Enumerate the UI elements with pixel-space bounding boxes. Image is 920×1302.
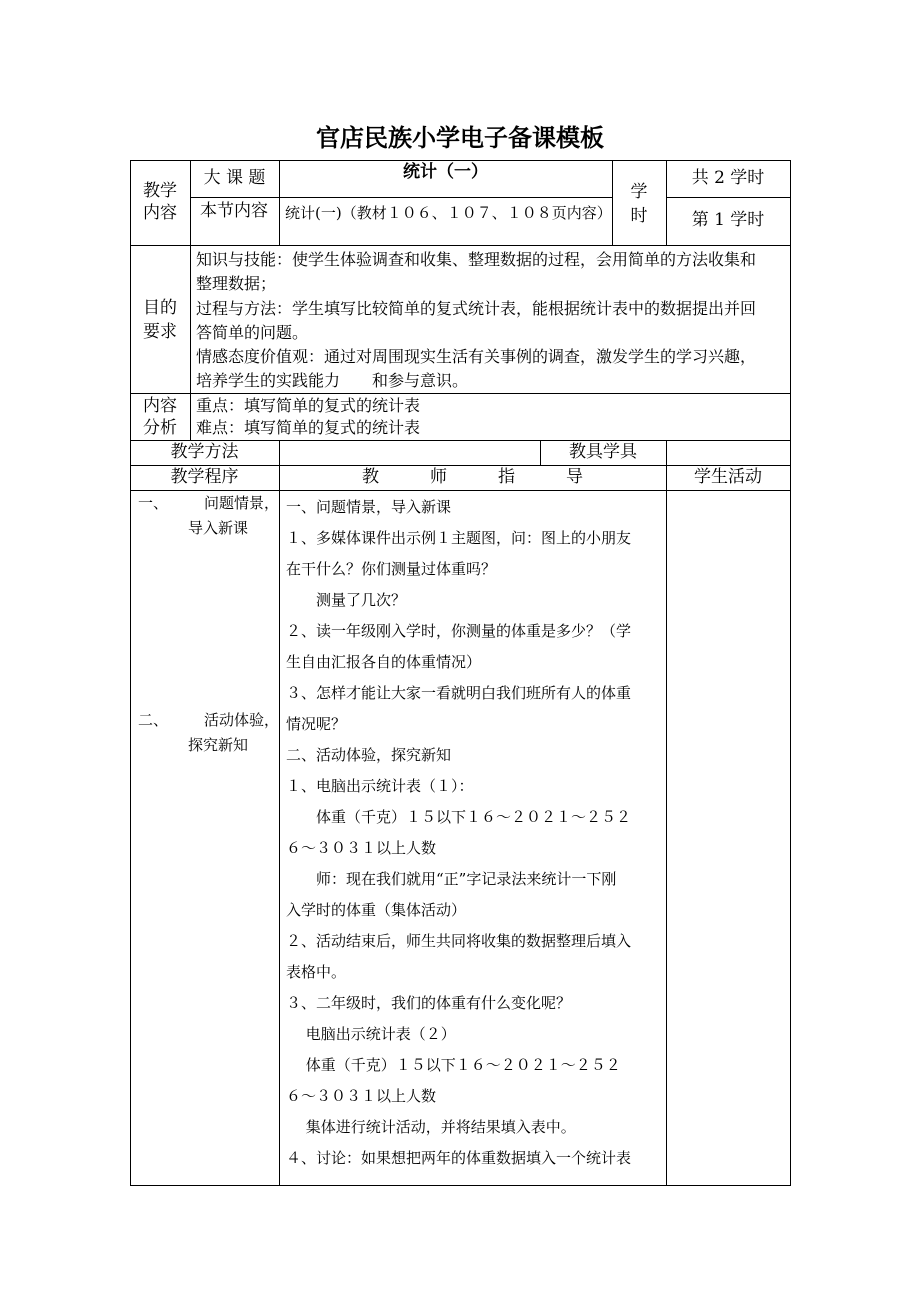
step-number: 一、 <box>138 494 169 512</box>
table-line <box>666 440 667 1186</box>
teacher-guide-text <box>286 492 631 1174</box>
procedure-header: 教学程序 <box>170 467 239 487</box>
hours-label: 学时 <box>630 182 648 226</box>
method-label: 教学方法 <box>170 442 239 462</box>
teacher-guide-line: 测量了几次？ <box>286 591 407 609</box>
objective-line: 答简单的问题。 <box>196 322 309 342</box>
step-title: 活动体验， <box>204 711 280 729</box>
total-hours: 共 2 学时 <box>691 168 765 188</box>
document-title: 官店民族小学电子备课模板 <box>316 124 604 152</box>
objective-line: 情感态度价值观：通过对周围现实生活有关事例的调查，激发学生的学习兴趣， <box>196 347 757 367</box>
teacher-guide-line: 体重（千克）１５以下１６～２０２１～２５２ <box>286 1056 621 1074</box>
teacher-guide-line: ６～３０３１以上人数 <box>286 839 437 857</box>
teacher-guide-line: 集体进行统计活动，并将结果填入表中。 <box>286 1118 576 1136</box>
teacher-guide-line: ２、读一年级刚入学时，你测量的体重是多少？（学 <box>286 622 632 640</box>
teacher-guide-line: 入学时的体重（集体活动） <box>286 901 467 919</box>
teacher-guide-line: 一、问题情景，导入新课 <box>286 498 452 516</box>
table-line <box>612 160 613 245</box>
teacher-guide-header: 教 师 指 导 <box>362 467 583 487</box>
objective-line: 整理数据； <box>196 274 277 294</box>
difficulty: 难点：填写简单的复式的统计表 <box>196 418 421 437</box>
table-line <box>666 197 790 198</box>
step-number: 二、 <box>138 711 169 729</box>
objectives-text <box>196 248 756 394</box>
current-hour: 第 1 学时 <box>691 210 765 230</box>
step-title: 探究新知 <box>188 736 249 754</box>
teacher-guide-line: ３、怎样才能让大家一看就明白我们班所有人的体重 <box>286 684 632 702</box>
student-activity-header: 学生活动 <box>694 467 762 487</box>
key-point: 重点：填写简单的复式的统计表 <box>196 396 421 415</box>
table-line <box>130 245 790 246</box>
table-border <box>790 160 791 1186</box>
major-topic-label: 大 课 题 <box>203 168 266 188</box>
teacher-guide-line: １、多媒体课件出示例１主题图，问：图上的小朋友 <box>286 529 632 547</box>
teacher-guide-line: 生自由汇报各自的体重情况） <box>286 653 482 671</box>
teacher-guide-line: 在干什么？你们测量过体重吗？ <box>286 560 497 578</box>
section-content-label: 本节内容 <box>200 201 268 221</box>
table-line <box>279 440 280 1186</box>
analysis-label: 内容分析 <box>143 396 177 438</box>
table-line <box>130 490 790 491</box>
table-line <box>130 440 790 441</box>
table-border <box>130 160 131 1186</box>
teacher-guide-line: ６～３０３１以上人数 <box>286 1087 437 1105</box>
step-title: 问题情景， <box>204 494 280 512</box>
teacher-guide-line: ３、二年级时，我们的体重有什么变化呢？ <box>286 994 572 1012</box>
teaching-content-label: 教学内容 <box>143 181 177 223</box>
teacher-guide-line: 师：现在我们就用“正”字记录法来统计一下刚 <box>286 870 617 888</box>
teacher-guide-line: ２、活动结束后，师生共同将收集的数据整理后填入 <box>286 932 632 950</box>
step-title: 导入新课 <box>188 519 249 537</box>
table-line <box>190 160 191 440</box>
teacher-guide-line: １、电脑出示统计表（１）： <box>286 777 474 795</box>
objectives-label: 目的要求 <box>143 298 177 342</box>
teacher-guide-line: 体重（千克）１５以下１６～２０２１～２５２ <box>286 808 632 826</box>
teacher-guide-line: 情况呢？ <box>286 715 347 733</box>
objective-line: 过程与方法：学生填写比较简单的复式统计表，能根据统计表中的数据提出并回 <box>196 298 757 318</box>
major-topic-value: 统计（一） <box>403 162 488 182</box>
teacher-guide-line: 表格中。 <box>286 963 347 981</box>
tools-label: 教具学具 <box>569 442 637 462</box>
table-line <box>190 197 613 198</box>
section-content-value: 统计(一)（教材１０６、１０７、１０８页内容） <box>285 204 612 222</box>
table-border <box>130 1185 790 1186</box>
table-border <box>130 160 790 161</box>
table-line <box>130 465 790 466</box>
objective-line: 培养学生的实践能力 和参与意识。 <box>196 371 469 391</box>
objective-line: 知识与技能：使学生体验调查和收集、整理数据的过程，会用简单的方法收集和 <box>196 250 757 269</box>
teacher-guide-line: 电脑出示统计表（２） <box>286 1025 456 1043</box>
teacher-guide-line: ４、讨论：如果想把两年的体重数据填入一个统计表 <box>286 1149 632 1167</box>
teacher-guide-line: 二、活动体验，探究新知 <box>286 746 452 764</box>
